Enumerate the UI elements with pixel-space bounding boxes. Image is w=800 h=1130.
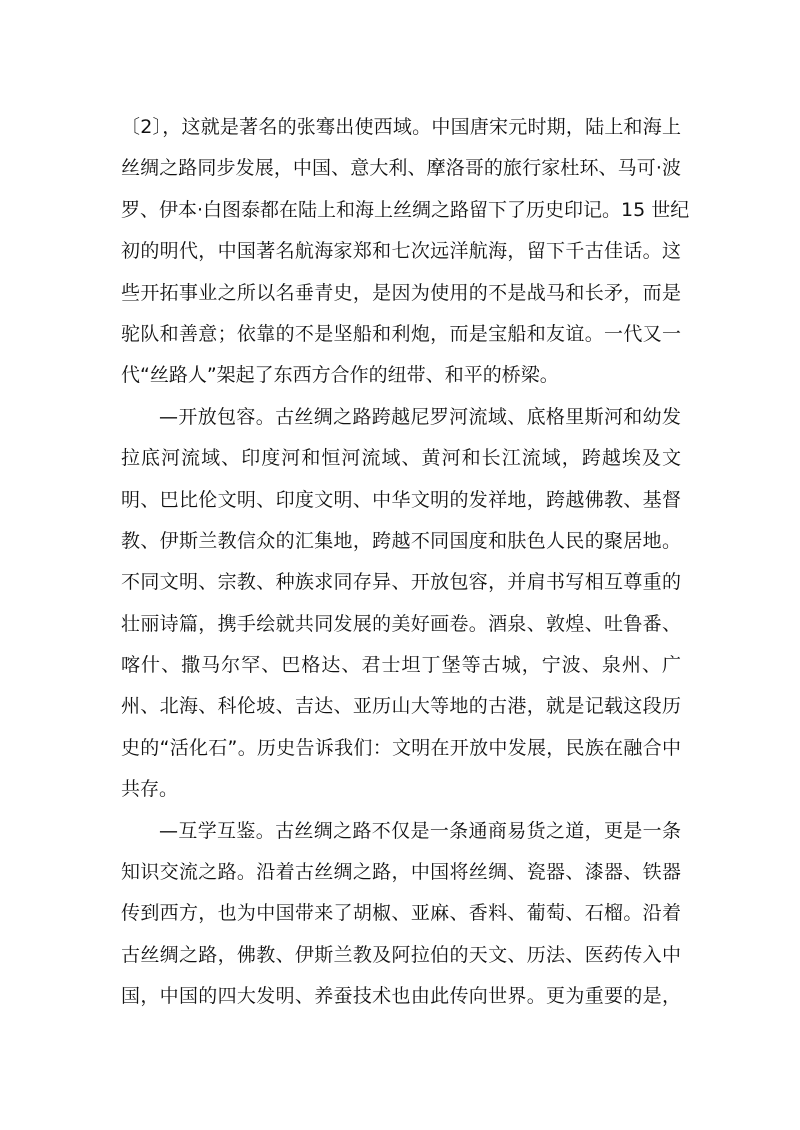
body-text	[121, 107, 690, 1018]
p2-line-3: 明、巴比伦文明、印度文明、中华文明的发祥地，跨越佛教、基督	[121, 488, 681, 511]
p2-line-4: 教、伊斯兰教信众的汇集地，跨越不同国度和肤色人民的聚居地。	[121, 529, 681, 552]
p3-line-5: 国，中国的四大发明、养蚕技术也由此传向世界。更为重要的是，	[121, 985, 681, 1008]
p1-line-4: 初的明代，中国著名航海家郑和七次远洋航海，留下千古佳话。这	[121, 240, 681, 263]
p1-line-1: 〔2〕，这就是著名的张骞出使西域。中国唐宋元时期，陆上和海上	[121, 116, 681, 138]
p2-line-10: 共存。	[121, 778, 179, 801]
p2-line-1: —开放包容。古丝绸之路跨越尼罗河流域、底格里斯河和幼发	[159, 405, 681, 428]
p3-line-2: 知识交流之路。沿着古丝绸之路，中国将丝绸、瓷器、漆器、铁器	[121, 861, 681, 884]
p1-line-2: 丝绸之路同步发展，中国、意大利、摩洛哥的旅行家杜环、马可·波	[121, 157, 681, 180]
p2-line-9: 史的“活化石”。历史告诉我们：文明在开放中发展，民族在融合中	[121, 736, 681, 759]
p1-line-3: 罗、伊本·白图泰都在陆上和海上丝绸之路留下了历史印记。15 世纪	[121, 198, 690, 221]
p3-line-4: 古丝绸之路，佛教、伊斯兰教及阿拉伯的天文、历法、医药传入中	[121, 943, 681, 966]
p2-line-5: 不同文明、宗教、种族求同存异、开放包容，并肩书写相互尊重的	[121, 571, 681, 594]
p2-line-8: 州、北海、科伦坡、吉达、亚历山大等地的古港，就是记载这段历	[121, 695, 681, 718]
p2-line-6: 壮丽诗篇，携手绘就共同发展的美好画卷。酒泉、敦煌、吐鲁番、	[121, 612, 681, 635]
p3-line-3: 传到西方，也为中国带来了胡椒、亚麻、香料、葡萄、石榴。沿着	[121, 902, 681, 925]
p2-line-7: 喀什、撒马尔罕、巴格达、君士坦丁堡等古城，宁波、泉州、广	[121, 654, 681, 677]
p3-line-1: —互学互鉴。古丝绸之路不仅是一条通商易货之道，更是一条	[159, 819, 681, 842]
p2-line-2: 拉底河流域、印度河和恒河流域、黄河和长江流域，跨越埃及文	[121, 447, 681, 470]
p1-line-6: 驼队和善意；依靠的不是坚船和利炮，而是宝船和友谊。一代又一	[121, 322, 681, 345]
p1-line-5: 些开拓事业之所以名垂青史，是因为使用的不是战马和长矛，而是	[121, 281, 681, 304]
p1-line-7: 代“丝路人”架起了东西方合作的纽带、和平的桥梁。	[121, 364, 559, 387]
